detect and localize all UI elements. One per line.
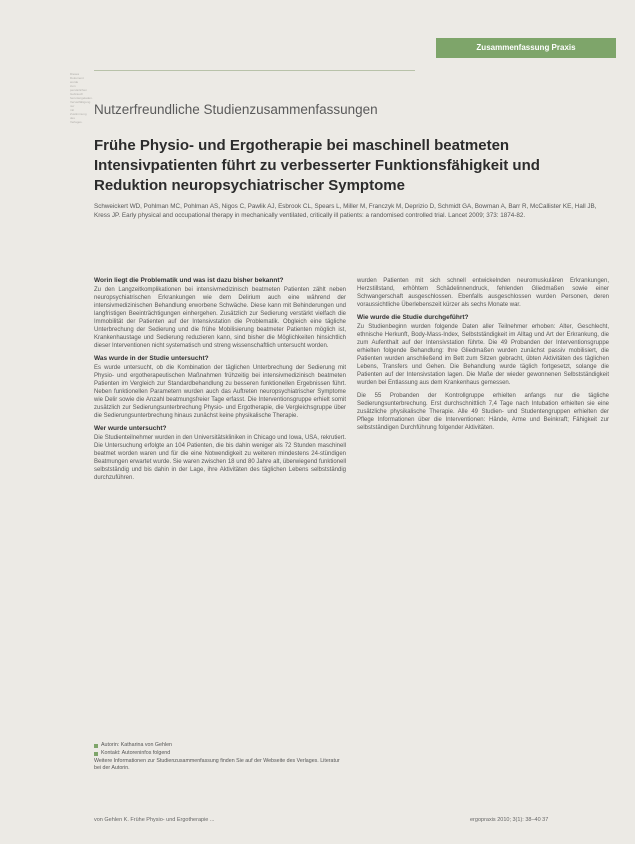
citation: Schweickert WD, Pohlman MC, Pohlman AS, Nigos C, Pawlik AJ, Esbrook CL, Spears L, Miller M, Franczyk M, Deprizio D, Schmidt GA, Bowman A, Barr R, McCallister KE, Hall JB, Kress JP. Early physical and occupational therapy in mechanically ventilated, critically ill patients: a randomised controlled trial. Lancet 2009; 373: 1874-82. bbox=[94, 203, 597, 219]
heading: Wer wurde untersucht? bbox=[94, 425, 167, 432]
footer-right: ergopraxis 2010; 3(1): 38–40 37 bbox=[470, 817, 549, 823]
square-icon bbox=[94, 744, 98, 748]
square-icon bbox=[94, 752, 98, 756]
info-text: Weitere Informationen zur Studienzusammenfassung finden Sie auf der Webseite des Verlages. Literatur bei der Autorin. bbox=[94, 758, 340, 771]
left-column bbox=[94, 277, 346, 487]
contact-label: Kontakt: Autoreninfos folgend bbox=[101, 750, 171, 756]
paragraph: Zu den Langzeitkomplikationen bei intensivmedizinisch beatmeten Patienten zählt neben neuropsychiatrischen Erkrankungen wie dem Delirium auch eine während der intensivmedizinischen Behandlung erworbene Schwäche. Diese kann mit Behinderungen und langfristigen Beeinträchtigungen einhergehen. Zusätzlich zur Sedierung verstärkt vielfach die Immobilität der Patienten auf der Intensivstation die Problematik. Obgleich eine tägliche Unterbrechung der Sedierung und die frühe Mobilisierung beatmeter Patienten möglich ist, Krankenhaustage und Sedierung reduzieren kann, sind bisher die Möglichkeiten hinsichtlich dieser Interventionen nicht systematisch und streng wissenschaftlich untersucht worden. bbox=[94, 287, 346, 349]
author-note bbox=[94, 742, 344, 749]
right-column bbox=[357, 277, 609, 437]
header-rule bbox=[94, 70, 415, 71]
author-notes bbox=[94, 742, 344, 772]
side-note: Dieses Dokument wurde zum persönlichen Gebrauch heruntergeladen. Vervielfältigung nur mit Zustimmung des Verlages. bbox=[70, 72, 93, 124]
section-badge: Zusammenfassung Praxis bbox=[436, 38, 616, 58]
contact-note bbox=[94, 750, 344, 757]
page-title: Frühe Physio- und Ergotherapie bei maschinell beatmeten Intensivpatienten führt zu verbesserter Funktionsfähigkeit und Reduktion neuropsychiatrischer Symptome bbox=[94, 137, 540, 194]
author-label: Autorin: Katharina von Gehlen bbox=[101, 742, 172, 748]
paragraph: Die Studienteilnehmer wurden in den Universitätskliniken in Chicago und Iowa, USA, rekrutiert. Die Untersuchung erfolgte an 104 Patienten, die bis dahin weniger als 72 Stunden maschinell beatmet worden waren und für die eine Notwendigkeit zu weiteren mindestens 24-stündigen Beatmungen erwartet wurde. Sie waren zwischen 18 und 80 Jahre alt, überwiegend funktionell selbstständig und bis dahin in der Lage, ihre Aktivitäten des täglichen Lebens selbstständig durchzuführen. bbox=[94, 435, 346, 481]
heading: Worin liegt die Problematik und was ist dazu bisher bekannt? bbox=[94, 277, 284, 284]
paragraph: Zu Studienbeginn wurden folgende Daten aller Teilnehmer erhoben: Alter, Geschlecht, ethnische Herkunft, Body-Mass-Index, Selbstständigkeit im Alltag und Art der Erkrankung, die zum Aufenthalt auf der Intensivstation führte. Die 49 Probanden der Interventionsgruppe erhielten folgende Behandlung: Ihre Gliedmaßen wurden zunächst passiv mobilisiert, die Patienten wurden anschließend im Bett zum Sitzen gebracht, übten Aktivitäten des täglichen Lebens, Transfers und Gehen. Die Behandlung wurde täglich fortgesetzt, solange die Patienten auf der Intensivstation lagen. Die Maße der wieder gewonnenen Selbstständigkeit wurden bei Entlassung aus dem Krankenhaus gemessen. bbox=[357, 324, 609, 386]
footer-left: von Gehlen K. Frühe Physio- und Ergotherapie ... bbox=[94, 817, 215, 823]
heading: Was wurde in der Studie untersucht? bbox=[94, 355, 209, 362]
paragraph: Es wurde untersucht, ob die Kombination der täglichen Unterbrechung der Sedierung mit Physio- und ergotherapeutischen Maßnahmen frühzeitig bei intensivmedizinisch beatmeten Patienten im Vergleich zur Standardbehandlung zu besseren funktionellen Ergebnissen führt. Neben funktionellen Parametern wurden auch das Auftreten neuropsychiatrischer Symptome wie Delir sowie die Anzahl beatmungsfreier Tage erfasst. Die Interventionsgruppe erhielt somit zusätzlich zur Sedierungsunterbrechung Physio- und Ergotherapie, die Vergleichsgruppe über die Sedierungsunterbrechung hinaus zunächst keine physikalische Therapie. bbox=[94, 365, 346, 419]
paragraph: Die 55 Probanden der Kontrollgruppe erhielten anfangs nur die tägliche Sedierungsunterbrechung. Erst durchschnittlich 7,4 Tage nach Intubation erhielten sie eine zusätzliche physikalische Therapie. Alle 49 Studien- und Studentengruppen erhielten der Pflege Informationen über die Interventionen: Hände, Arme und Beinkraft; Fähigkeit zur selbstständigen Durchführung folgender Aktivitäten. bbox=[357, 393, 609, 431]
paragraph: wurden Patienten mit sich schnell entwickelnden neuromuskulären Erkrankungen, Herzstillstand, erhöhtem Schädelinnendruck, fehlenden Gliedmaßen sowie einer Schwangerschaft ausgeschlossen. Ebenfalls ausgeschlossen wurden Personen, deren voraussichtliche Überlebenszeit kürzer als sechs Monate war. bbox=[357, 278, 609, 308]
section-title: Nutzerfreundliche Studienzusammenfassungen bbox=[94, 102, 378, 117]
heading: Wie wurde die Studie durchgeführt? bbox=[357, 314, 469, 321]
